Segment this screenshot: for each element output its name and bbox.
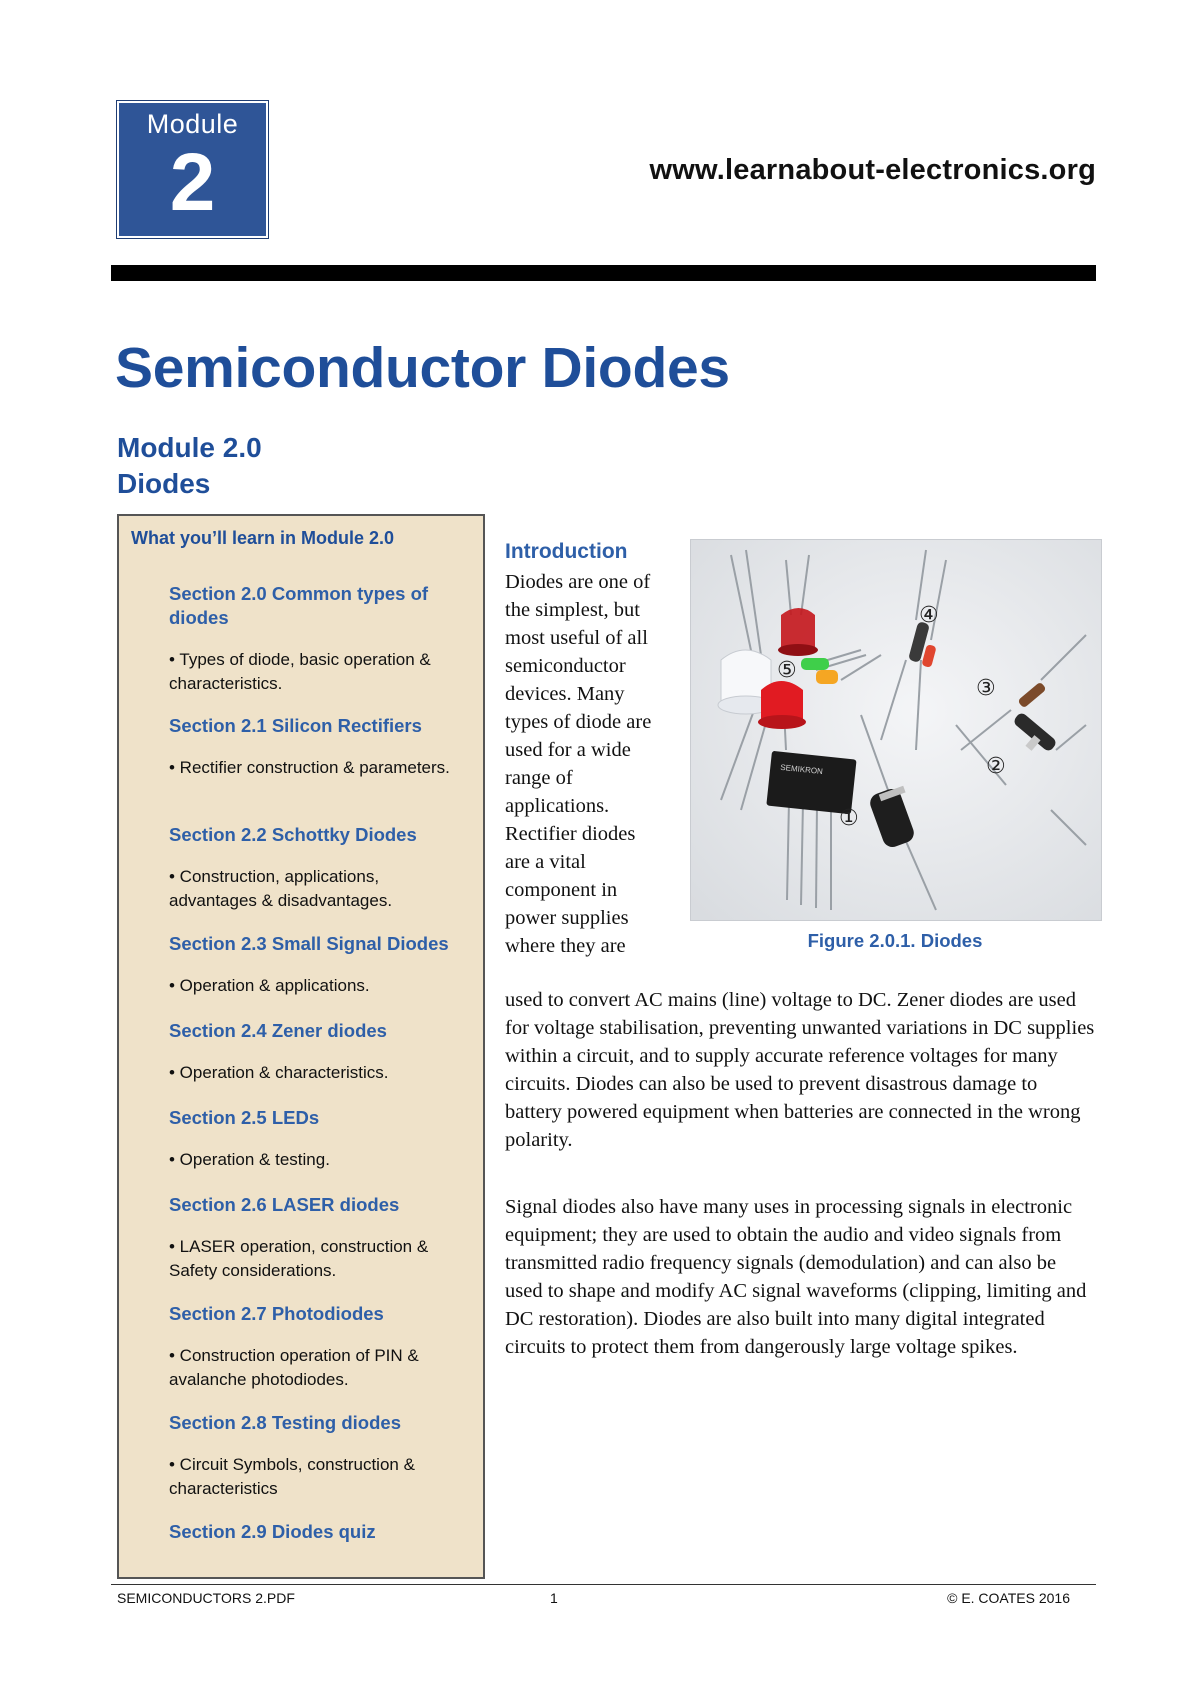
sidebar-section-link[interactable]: Section 2.9 Diodes quiz	[169, 1521, 376, 1542]
module-heading	[117, 430, 262, 502]
sidebar-section-description: • Rectifier construction & parameters.	[169, 758, 450, 777]
sidebar-section-description: • Construction operation of PIN & avalanche photodiodes.	[169, 1346, 419, 1389]
sidebar-section-link[interactable]: Section 2.2 Schottky Diodes	[169, 824, 417, 845]
sidebar-section-description: • Operation & testing.	[169, 1150, 330, 1169]
sidebar-section-description: • Operation & characteristics.	[169, 1063, 389, 1082]
sidebar-entry	[169, 1193, 469, 1283]
learning-objectives-sidebar	[117, 514, 485, 1579]
module-topic-heading: Diodes	[117, 468, 211, 499]
sidebar-section-link[interactable]: Section 2.8 Testing diodes	[169, 1412, 401, 1433]
introduction-heading: Introduction	[505, 540, 628, 563]
sidebar-section-link[interactable]: Section 2.4 Zener diodes	[169, 1020, 387, 1041]
footer-copyright: © E. COATES 2016	[947, 1590, 1070, 1606]
footer-filename: SEMICONDUCTORS 2.PDF	[117, 1590, 295, 1606]
introduction-text-continued: used to convert AC mains (line) voltage to DC. Zener diodes are used for voltage stabilisation, preventing unwanted variations in DC supplies within a circuit, and to supply accurate reference voltages for many circuits. Diodes can also be used to prevent disastrous damage to battery powered equipment when batteries are connected in the wrong polarity.	[505, 989, 1095, 1151]
site-url-link[interactable]: www.learnabout-electronics.org	[649, 154, 1096, 186]
sidebar-section-description: • Circuit Symbols, construction & characteristics	[169, 1455, 415, 1498]
sidebar-section-link[interactable]: Section 2.1 Silicon Rectifiers	[169, 715, 422, 736]
sidebar-section-link[interactable]: Section 2.3 Small Signal Diodes	[169, 933, 449, 954]
sidebar-entry	[169, 1019, 469, 1085]
sidebar-section-link[interactable]: Section 2.7 Photodiodes	[169, 1303, 384, 1324]
module-badge	[117, 101, 268, 238]
sidebar-entry	[169, 823, 469, 913]
sidebar-section-link[interactable]: Section 2.6 LASER diodes	[169, 1194, 400, 1215]
diode-marker-4: ④	[919, 603, 939, 628]
module-badge-label: Module	[146, 109, 239, 139]
sidebar-section-description: • Operation & applications.	[169, 976, 370, 995]
sidebar-entry	[169, 582, 469, 696]
header-divider	[111, 265, 1096, 281]
sidebar-section-description: • Types of diode, basic operation & characteristics.	[169, 650, 431, 693]
introduction-text: Diodes are one of the simplest, but most useful of all semiconductor devices. Many types of diode are used for a wide range of applications. Rectifier diodes are a vital component in power supplies where they are	[505, 571, 652, 957]
sidebar-entry	[169, 714, 469, 780]
diode-marker-5: ⑤	[777, 658, 797, 683]
sidebar-entry	[169, 1520, 469, 1544]
diodes-illustration	[691, 540, 1101, 920]
signal-diodes-paragraph: Signal diodes also have many uses in processing signals in electronic equipment; they are used to obtain the audio and video signals from transmitted radio frequency signals (demodulation) and can also be used to shape and modify AC signal waveforms (clipping, limiting and DC restoration). Diodes are also built into many digital integrated circuits to protect them from dangerously large voltage spikes.	[505, 1196, 1087, 1358]
bridge-rectifier-label: SEMIKRON	[779, 762, 824, 777]
diodes-photo	[690, 539, 1102, 921]
sidebar-section-link[interactable]: Section 2.0 Common types of diodes	[169, 583, 429, 628]
footer-page-number: 1	[550, 1590, 558, 1606]
sidebar-section-description: • Construction, applications, advantages & disadvantages.	[169, 867, 393, 910]
footer-divider	[111, 1584, 1096, 1585]
module-number-heading: Module 2.0	[117, 432, 262, 463]
sidebar-section-link[interactable]: Section 2.5 LEDs	[169, 1107, 320, 1128]
diode-marker-2: ②	[986, 754, 1006, 779]
sidebar-entry	[169, 932, 469, 998]
sidebar-entry	[169, 1302, 469, 1392]
sidebar-title: What you’ll learn in Module 2.0	[131, 528, 395, 548]
sidebar-section-description: • LASER operation, construction & Safety considerations.	[169, 1237, 429, 1280]
diode-marker-3: ③	[976, 676, 996, 701]
sidebar-entry	[169, 1106, 469, 1172]
page-title: Semiconductor Diodes	[115, 336, 730, 400]
figure-caption: Figure 2.0.1. Diodes	[807, 930, 983, 951]
diode-marker-1: ①	[839, 806, 859, 831]
module-badge-number: 2	[169, 137, 216, 228]
sidebar-entry	[169, 1411, 469, 1501]
